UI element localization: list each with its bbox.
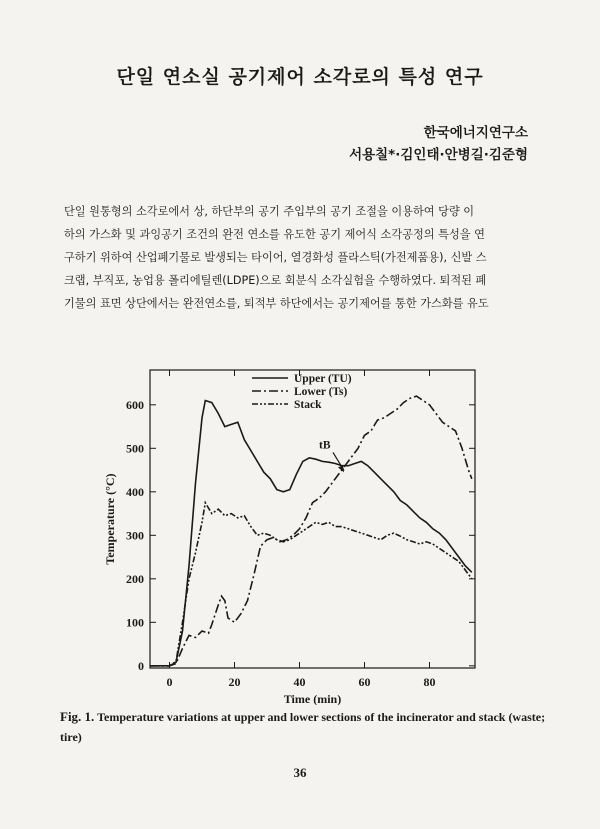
- series-line-0: [150, 401, 472, 666]
- institution: 한국에너지연구소: [423, 125, 528, 141]
- x-axis-label: Time (min): [283, 692, 342, 705]
- annotation-label: tB: [319, 439, 331, 452]
- y-tick-label: 100: [126, 615, 144, 630]
- legend-label: Upper (TU): [294, 373, 352, 385]
- x-tick-label: 20: [228, 675, 241, 689]
- paper-title: 단일 연소실 공기제어 소각로의 특성 연구: [116, 66, 484, 88]
- abstract-line: 구하기 위하여 산업폐기물로 발생되는 타이어, 열경화성 플라스틱(가전제품용), 신발 스: [64, 251, 487, 264]
- series-line-2: [150, 503, 472, 666]
- x-tick-label: 0: [166, 675, 173, 689]
- legend-label: Lower (Ts): [294, 386, 348, 398]
- y-tick-label: 500: [126, 441, 144, 456]
- y-tick-label: 0: [138, 658, 144, 673]
- y-tick-label: 300: [126, 528, 144, 543]
- x-tick-label: 60: [358, 675, 371, 689]
- series-line-1: [150, 396, 472, 666]
- figure-caption: [60, 707, 550, 747]
- abstract-line: 기물의 표면 상단에서는 완전연소를, 퇴적부 하단에서는 공기제어를 통한 가스화를 유도: [64, 297, 489, 310]
- x-tick-label: 40: [293, 675, 306, 689]
- page-number: 36: [293, 765, 307, 780]
- plot-frame: [150, 370, 475, 668]
- abstract-line: 크랩, 부직포, 농업용 폴리에틸렌(LDPE)으로 회분식 소각실험을 수행하였다. 퇴적된 폐: [64, 274, 487, 287]
- abstract-line: 하의 가스화 및 과잉공기 조건의 완전 연소를 유도한 공기 제어식 소각공정의 특성을 연: [64, 228, 485, 241]
- abstract-line: 단일 원통형의 소각로에서 상, 하단부의 공기 주입부의 공기 조절을 이용하여 당량 이: [64, 205, 475, 218]
- temperature-chart: [0, 350, 600, 705]
- abstract: [64, 200, 530, 315]
- y-tick-label: 200: [126, 571, 144, 586]
- affiliation-block: [349, 122, 528, 166]
- figure-label: Fig. 1.: [60, 709, 95, 724]
- y-axis-label: Temperature (°C): [103, 473, 117, 565]
- figure-caption-text: Temperature variations at upper and lower sections of the incinerator and stack (waste; tire): [60, 710, 546, 744]
- x-tick-label: 80: [423, 675, 436, 689]
- legend-label: Stack: [294, 399, 322, 411]
- y-tick-label: 400: [126, 484, 144, 499]
- authors: 서용칠*·김인태·안병길·김준형: [349, 147, 528, 163]
- y-tick-label: 600: [126, 397, 144, 412]
- annotation-arrowhead: [338, 465, 344, 472]
